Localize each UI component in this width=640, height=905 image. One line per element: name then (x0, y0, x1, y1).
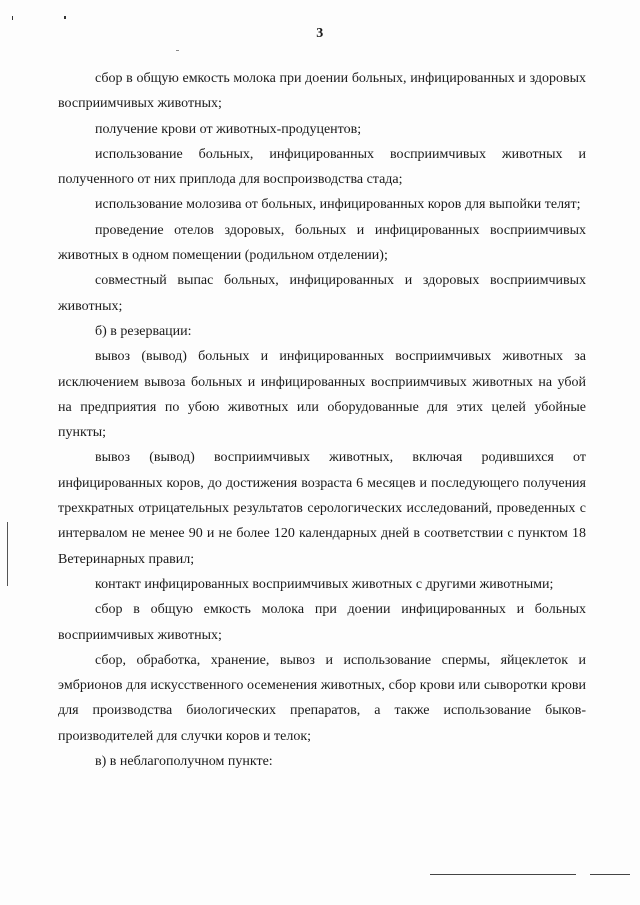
scan-artifact (176, 50, 179, 51)
paragraph: использование молозива от больных, инфицированных коров для выпойки телят; (95, 197, 581, 213)
paragraph: сбор, обработка, хранение, вывоз и использование спермы, яйцеклеток и эмбрионов для искусственного осеменения животных, сбор крови или сыворотки крови для производства биологических препаратов, а также использование быков-производителей для случки коров и телок; (58, 652, 586, 744)
scan-artifact (12, 16, 13, 20)
paragraph: получение крови от животных-продуцентов; (95, 121, 362, 137)
paragraph: совместный выпас больных, инфицированных и здоровых восприимчивых животных; (58, 273, 586, 314)
page-number: 3 (316, 26, 324, 41)
paragraph: проведение отелов здоровых, больных и инфицированных восприимчивых животных в одном помещении (родильном отделении); (58, 222, 586, 264)
footer-rule (430, 874, 576, 875)
section-heading-v: в) в неблагополучном пункте: (95, 754, 273, 770)
paragraph: использование больных, инфицированных восприимчивых животных и полученного от них приплода для воспроизводства стада; (58, 146, 586, 188)
paragraph: контакт инфицированных восприимчивых животных с другими животными; (95, 576, 554, 592)
paragraph: вывоз (вывод) восприимчивых животных, включая родившихся от инфицированных коров, до достижения возраста 6 месяцев и последующего получения трехкратных отрицательных результатов серологических исследований, проведенных с интервалом не менее 90 и не более 120 календарных дней в соответствии с пунктом 18 Ветеринарных правил; (58, 450, 586, 567)
paragraph: сбор в общую емкость молока при доении инфицированных и больных восприимчивых животных; (58, 602, 586, 643)
section-heading-b: б) в резервации: (95, 323, 192, 339)
scan-artifact (64, 16, 66, 19)
footer-rule (590, 874, 630, 875)
paragraph: вывоз (вывод) больных и инфицированных восприимчивых животных за исключением вывоза больных и инфицированных восприимчивых животных на убой на предприятия по убою животных или оборудованные для этих целей убойные пункты; (58, 349, 586, 441)
scan-edge-line (7, 522, 8, 586)
paragraph: сбор в общую емкость молока при доении больных, инфицированных и здоровых восприимчивых животных; (58, 71, 586, 112)
document-body (58, 66, 586, 774)
